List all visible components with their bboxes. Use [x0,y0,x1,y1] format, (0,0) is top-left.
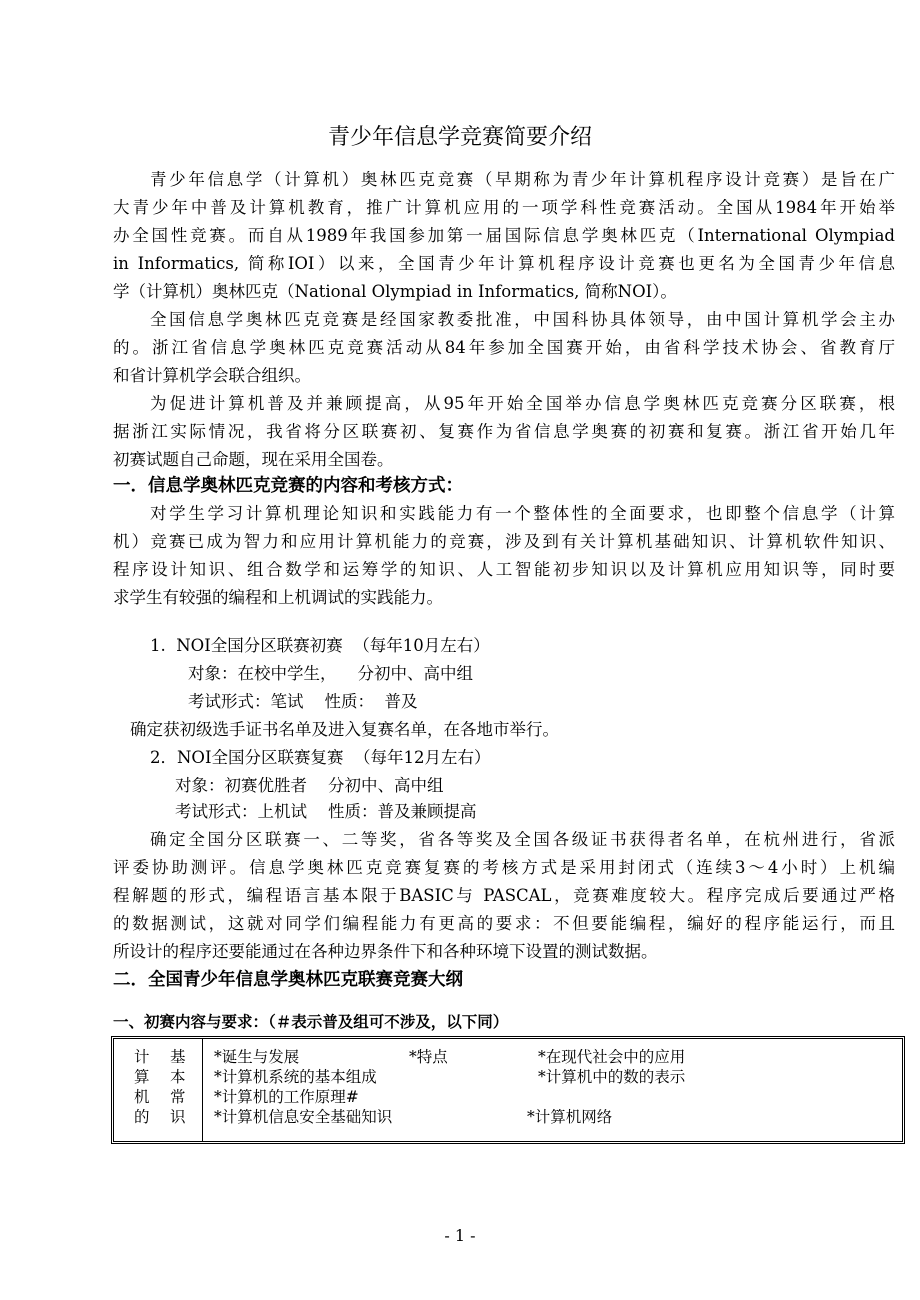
category-char: 基 [170,1048,186,1066]
syllabus-table [111,1036,905,1144]
paragraph-line: 对学生学习计算机理论知识和实践能力有一个整体性的全面要求，也即整个信息学（计算 [150,504,895,523]
category-char: 识 [170,1108,186,1126]
syllabus-item: *计算机中的数的表示 [538,1068,686,1086]
list-detail: 考试形式：上机试 性质：普及兼顾提高 [175,802,477,821]
section-heading: 二．全国青少年信息学奥林匹克联赛竞赛大纲 [113,970,463,990]
paragraph-line: 程序设计知识、组合数学和运筹学的知识、人工智能初步知识以及计算机应用知识等，同时要 [113,560,895,579]
category-char: 计 [134,1048,150,1066]
category-char: 算 [134,1068,150,1086]
paragraph-line: 全国信息学奥林匹克竞赛是经国家教委批准，中国科协具体领导，由中国计算机学会主办 [150,310,895,329]
paragraph-line: 青少年信息学（计算机）奥林匹克竞赛（早期称为青少年计算机程序设计竞赛）是旨在广 [150,170,895,189]
paragraph-line: 的。浙江省信息学奥林匹克竞赛活动从84年参加全国赛开始，由省科学技术协会、省教育厅 [113,338,895,357]
syllabus-item: *在现代社会中的应用 [538,1048,686,1066]
category-char: 常 [170,1088,186,1106]
paragraph-line: 确定全国分区联赛一、二等奖，省各等奖及全国各级证书获得者名单，在杭州进行，省派 [150,830,895,849]
paragraph-line: 大青少年中普及计算机教育，推广计算机应用的一项学科性竞赛活动。全国从1984年开始举 [113,198,895,217]
category-char: 的 [134,1108,150,1126]
category-char: 本 [170,1068,186,1086]
syllabus-item: *计算机信息安全基础知识 [214,1108,393,1126]
paragraph-line: 程解题的形式，编程语言基本限于BASIC与 PASCAL，竞赛难度较大。程序完成后要通过严格 [113,886,895,905]
paragraph-line: in Informatics, 简称IOI）以来，全国青少年计算机程序设计竞赛也更名为全国青少年信息 [113,254,895,273]
list-item: 1. NOI全国分区联赛初赛 （每年10月左右） [150,636,490,655]
paragraph-line: 办全国性竞赛。而自从1989年我国参加第一届国际信息学奥林匹克（International Olympiad [113,226,895,245]
document-title: 青少年信息学竞赛简要介绍 [327,125,592,150]
paragraph-line: 的数据测试，这就对同学们编程能力有更高的要求：不但要能编程，编好的程序能运行，而且 [113,914,895,933]
paragraph-line: 评委协助测评。信息学奥林匹克竞赛复赛的考核方式是采用封闭式（连续3～4小时）上机编 [113,858,895,877]
paragraph-line: 求学生有较强的编程和上机调试的实践能力。 [113,588,443,607]
syllabus-item: *诞生与发展 [214,1048,300,1066]
paragraph-line: 为促进计算机普及并兼顾提高，从95年开始全国举办信息学奥林匹克竞赛分区联赛，根 [150,394,895,413]
paragraph-line: 和省计算机学会联合组织。 [113,366,311,385]
list-item: 2．NOI全国分区联赛复赛 （每年12月左右） [150,748,491,767]
list-detail: 考试形式：笔试 性质： 普及 [188,692,418,711]
paragraph-line: 学（计算机）奥林匹克（National Olympiad in Informatics, 简称NOI）。 [113,282,677,301]
section-heading: 一．信息学奥林匹克竞赛的内容和考核方式： [113,476,463,496]
paragraph-line: 据浙江实际情况，我省将分区联赛初、复赛作为省信息学奥赛的初赛和复赛。浙江省开始几年 [113,422,895,441]
syllabus-item: *计算机网络 [527,1108,613,1126]
list-detail: 对象：在校中学生， 分初中、高中组 [188,664,473,683]
syllabus-item: *特点 [409,1048,448,1066]
category-char: 机 [134,1088,150,1106]
list-detail: 对象：初赛优胜者 分初中、高中组 [175,776,444,795]
paragraph-line: 机）竞赛已成为智力和应用计算机能力的竞赛，涉及到有关计算机基础知识、计算机软件知识、 [113,532,895,551]
paragraph-line: 初赛试题自己命题，现在采用全国卷。 [113,450,394,469]
syllabus-item: *计算机的工作原理# [214,1088,359,1106]
page-number: - 1 - [444,1226,476,1245]
syllabus-item: *计算机系统的基本组成 [214,1068,377,1086]
subsection-heading: 一、初赛内容与要求：（＃表示普及组可不涉及，以下同） [113,1013,509,1031]
paragraph-line: 确定获初级选手证书名单及进入复赛名单，在各地市举行。 [130,720,559,739]
category-cell [114,1039,203,1141]
paragraph-line: 所设计的程序还要能通过在各种边界条件下和各种环境下设置的测试数据。 [113,942,658,961]
